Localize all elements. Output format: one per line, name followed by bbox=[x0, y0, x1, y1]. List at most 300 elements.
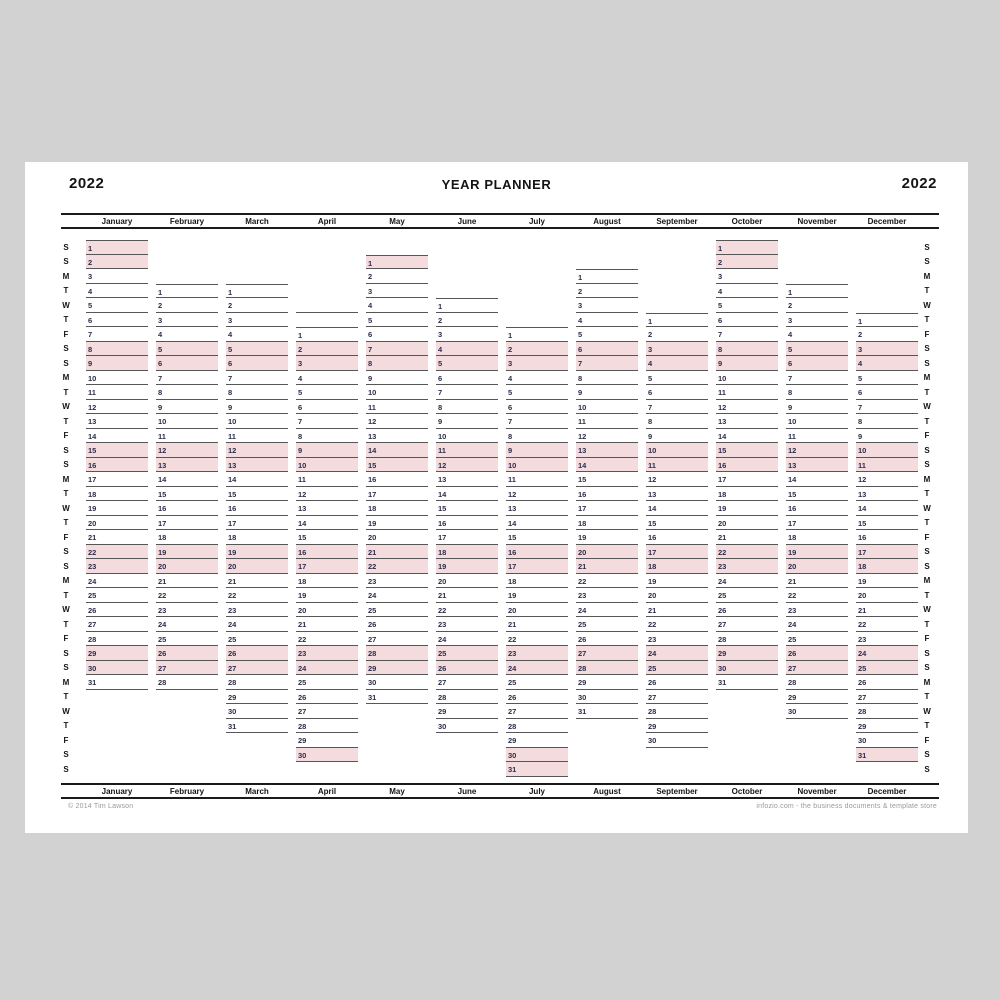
month-header-band-top bbox=[61, 213, 939, 229]
day-cell: 12 bbox=[436, 458, 498, 473]
day-cell: 25 bbox=[226, 632, 288, 647]
day-cell: 15 bbox=[226, 487, 288, 502]
day-cell: 27 bbox=[646, 690, 708, 705]
day-cell: 8 bbox=[786, 385, 848, 400]
day-cell: 16 bbox=[716, 458, 778, 473]
day-cell: 31 bbox=[506, 762, 568, 777]
day-cell: 13 bbox=[436, 472, 498, 487]
day-cell: 19 bbox=[226, 545, 288, 560]
day-letter-left: T bbox=[63, 590, 69, 600]
day-letter-left: T bbox=[63, 489, 69, 498]
day-cell: 4 bbox=[436, 342, 498, 357]
day-cell: 13 bbox=[156, 458, 218, 473]
day-cell: 8 bbox=[506, 429, 568, 444]
month-header: March bbox=[245, 217, 269, 226]
day-cell: 5 bbox=[436, 356, 498, 371]
day-cell: 15 bbox=[576, 472, 638, 487]
day-cell: 18 bbox=[156, 530, 218, 545]
day-cell: 30 bbox=[86, 661, 148, 676]
day-cell: 1 bbox=[506, 327, 568, 342]
day-cell: 5 bbox=[156, 342, 218, 357]
day-letter-left: T bbox=[63, 721, 69, 730]
month-header: June bbox=[457, 787, 477, 796]
day-cell: 16 bbox=[226, 501, 288, 516]
day-letter-right: F bbox=[924, 735, 930, 745]
day-cell: 25 bbox=[716, 588, 778, 603]
day-cell: 3 bbox=[576, 298, 638, 313]
day-cell: 17 bbox=[366, 487, 428, 502]
day-cell: 11 bbox=[786, 429, 848, 444]
day-cell: 27 bbox=[506, 704, 568, 719]
day-cell: 13 bbox=[226, 458, 288, 473]
day-cell: 14 bbox=[156, 472, 218, 487]
day-cell: 27 bbox=[856, 690, 918, 705]
day-cell: 5 bbox=[646, 371, 708, 386]
year-label-right: 2022 bbox=[901, 175, 937, 192]
day-cell: 18 bbox=[716, 487, 778, 502]
day-letter-left: T bbox=[63, 416, 69, 426]
day-cell: 29 bbox=[576, 675, 638, 690]
day-cell: 12 bbox=[86, 400, 148, 415]
day-cell: 6 bbox=[156, 356, 218, 371]
day-cell: 28 bbox=[856, 704, 918, 719]
day-cell: 27 bbox=[296, 704, 358, 719]
day-cell: 13 bbox=[506, 501, 568, 516]
day-cell: 4 bbox=[226, 327, 288, 342]
day-cell: 10 bbox=[366, 385, 428, 400]
day-cell: 2 bbox=[506, 342, 568, 357]
day-letter-left: T bbox=[63, 387, 69, 397]
day-cell: 18 bbox=[856, 559, 918, 574]
day-letter-right: T bbox=[924, 518, 930, 527]
day-cell: 25 bbox=[646, 661, 708, 676]
day-cell: 22 bbox=[646, 617, 708, 632]
day-cell: 24 bbox=[296, 661, 358, 676]
day-cell: 12 bbox=[506, 487, 568, 502]
month-header: May bbox=[389, 787, 405, 796]
day-cell: 6 bbox=[856, 385, 918, 400]
day-cell: 27 bbox=[226, 661, 288, 676]
day-cell: 20 bbox=[506, 603, 568, 618]
day-letter-right: S bbox=[924, 242, 930, 252]
day-cell: 6 bbox=[576, 342, 638, 357]
day-cell: 5 bbox=[506, 385, 568, 400]
day-cell: 20 bbox=[436, 574, 498, 589]
day-cell: 29 bbox=[436, 704, 498, 719]
day-cell: 8 bbox=[226, 385, 288, 400]
day-cell: 31 bbox=[86, 675, 148, 690]
day-cell: 6 bbox=[226, 356, 288, 371]
day-cell: 11 bbox=[226, 429, 288, 444]
day-cell: 13 bbox=[86, 414, 148, 429]
day-cell: 30 bbox=[436, 719, 498, 734]
month-header: April bbox=[317, 787, 337, 796]
day-cell: 22 bbox=[156, 588, 218, 603]
day-cell: 21 bbox=[86, 530, 148, 545]
day-cell: 12 bbox=[856, 472, 918, 487]
day-cell: 22 bbox=[576, 574, 638, 589]
day-cell: 9 bbox=[716, 356, 778, 371]
day-cell: 9 bbox=[366, 371, 428, 386]
day-letter-right: T bbox=[924, 286, 930, 295]
day-cell: 5 bbox=[576, 327, 638, 342]
day-cell: 27 bbox=[366, 632, 428, 647]
day-cell: 27 bbox=[786, 661, 848, 676]
day-cell: 8 bbox=[646, 414, 708, 429]
day-cell: 3 bbox=[156, 313, 218, 328]
day-cell: 17 bbox=[86, 472, 148, 487]
day-cell: 19 bbox=[156, 545, 218, 560]
day-letter-left: S bbox=[63, 547, 69, 556]
day-cell: 1 bbox=[716, 240, 778, 255]
day-letter-left: T bbox=[63, 619, 69, 629]
day-cell: 24 bbox=[366, 588, 428, 603]
day-cell: 6 bbox=[296, 400, 358, 415]
day-cell: 18 bbox=[646, 559, 708, 574]
day-letter-left: S bbox=[63, 648, 69, 658]
day-letter-left: F bbox=[63, 532, 69, 542]
day-letter-right: S bbox=[924, 257, 930, 266]
day-cell: 23 bbox=[226, 603, 288, 618]
day-cell: 2 bbox=[576, 284, 638, 299]
day-cell: 25 bbox=[156, 632, 218, 647]
day-cell: 31 bbox=[226, 719, 288, 734]
day-cell: 28 bbox=[366, 646, 428, 661]
day-letter-right: T bbox=[924, 721, 930, 730]
day-cell: 14 bbox=[506, 516, 568, 531]
day-cell: 21 bbox=[226, 574, 288, 589]
day-cell: 25 bbox=[856, 661, 918, 676]
day-cell: 3 bbox=[506, 356, 568, 371]
day-cell: 7 bbox=[156, 371, 218, 386]
day-cell: 9 bbox=[646, 429, 708, 444]
day-cell: 9 bbox=[226, 400, 288, 415]
day-cell: 29 bbox=[856, 719, 918, 734]
day-cell: 30 bbox=[506, 748, 568, 763]
day-cell: 10 bbox=[226, 414, 288, 429]
day-letter-right: S bbox=[924, 663, 930, 672]
day-letter-left: F bbox=[63, 329, 69, 339]
month-header: May bbox=[389, 217, 405, 226]
day-cell: 8 bbox=[856, 414, 918, 429]
day-cell: 20 bbox=[576, 545, 638, 560]
day-cell: 24 bbox=[786, 617, 848, 632]
day-cell: 2 bbox=[786, 298, 848, 313]
day-letter-left: M bbox=[62, 373, 70, 382]
day-cell: 11 bbox=[646, 458, 708, 473]
day-cell: 28 bbox=[786, 675, 848, 690]
day-cell: 14 bbox=[86, 429, 148, 444]
day-cell: 29 bbox=[506, 733, 568, 748]
day-cell: 13 bbox=[646, 487, 708, 502]
month-header: March bbox=[245, 787, 269, 796]
day-cell: 10 bbox=[296, 458, 358, 473]
day-letter-left: M bbox=[62, 677, 70, 687]
day-cell: 12 bbox=[786, 443, 848, 458]
day-cell: 21 bbox=[366, 545, 428, 560]
day-cell: 24 bbox=[436, 632, 498, 647]
day-letter-right: T bbox=[924, 387, 930, 397]
day-cell: 4 bbox=[366, 298, 428, 313]
month-header: October bbox=[731, 787, 763, 796]
day-cell: 14 bbox=[716, 429, 778, 444]
day-letter-left: M bbox=[62, 474, 70, 484]
day-cell: 2 bbox=[86, 255, 148, 270]
day-cell: 9 bbox=[856, 429, 918, 444]
day-cell: 8 bbox=[716, 342, 778, 357]
day-cell: 28 bbox=[86, 632, 148, 647]
day-cell: 29 bbox=[716, 646, 778, 661]
year-label-left: 2022 bbox=[69, 175, 105, 192]
day-cell: 22 bbox=[366, 559, 428, 574]
day-cell: 5 bbox=[716, 298, 778, 313]
day-cell: 10 bbox=[86, 371, 148, 386]
day-cell: 8 bbox=[576, 371, 638, 386]
day-cell: 15 bbox=[856, 516, 918, 531]
day-cell: 6 bbox=[716, 313, 778, 328]
day-cell: 21 bbox=[646, 603, 708, 618]
day-cell: 18 bbox=[226, 530, 288, 545]
day-cell: 2 bbox=[436, 313, 498, 328]
day-cell: 1 bbox=[436, 298, 498, 313]
page-title: YEAR PLANNER bbox=[441, 177, 552, 192]
day-cell: 14 bbox=[226, 472, 288, 487]
day-cell: 30 bbox=[716, 661, 778, 676]
day-cell: 23 bbox=[366, 574, 428, 589]
day-cell: 4 bbox=[156, 327, 218, 342]
day-cell: 3 bbox=[226, 313, 288, 328]
day-cell: 15 bbox=[646, 516, 708, 531]
day-cell: 24 bbox=[86, 574, 148, 589]
day-cell: 15 bbox=[86, 443, 148, 458]
day-cell: 23 bbox=[436, 617, 498, 632]
day-letter-left: W bbox=[62, 300, 70, 310]
day-letter-right: M bbox=[923, 576, 931, 585]
day-cell: 15 bbox=[366, 458, 428, 473]
day-cell: 27 bbox=[436, 675, 498, 690]
day-cell: 16 bbox=[156, 501, 218, 516]
day-cell: 9 bbox=[86, 356, 148, 371]
day-cell: 13 bbox=[786, 458, 848, 473]
day-cell: 26 bbox=[856, 675, 918, 690]
day-cell: 30 bbox=[786, 704, 848, 719]
day-letter-right: S bbox=[924, 445, 930, 455]
copyright-text: © 2014 Tim Lawson bbox=[68, 803, 134, 810]
day-letter-left: S bbox=[63, 764, 69, 774]
month-header: December bbox=[867, 787, 907, 796]
day-cell: 3 bbox=[436, 327, 498, 342]
day-cell: 6 bbox=[786, 356, 848, 371]
day-cell: 18 bbox=[296, 574, 358, 589]
day-cell: 5 bbox=[296, 385, 358, 400]
day-cell: 7 bbox=[576, 356, 638, 371]
day-cell: 12 bbox=[296, 487, 358, 502]
day-letter-left: T bbox=[63, 518, 69, 527]
day-cell: 17 bbox=[716, 472, 778, 487]
day-cell: 21 bbox=[856, 603, 918, 618]
day-cell: 22 bbox=[786, 588, 848, 603]
day-cell: 6 bbox=[436, 371, 498, 386]
day-cell: 19 bbox=[436, 559, 498, 574]
day-cell: 11 bbox=[716, 385, 778, 400]
day-cell: 25 bbox=[86, 588, 148, 603]
month-header: February bbox=[169, 787, 205, 796]
day-cell: 13 bbox=[366, 429, 428, 444]
day-cell: 4 bbox=[86, 284, 148, 299]
day-letter-left: S bbox=[63, 460, 69, 469]
day-cell: 27 bbox=[86, 617, 148, 632]
day-cell: 7 bbox=[296, 414, 358, 429]
month-header: September bbox=[656, 787, 698, 796]
day-cell: 3 bbox=[786, 313, 848, 328]
day-cell: 14 bbox=[786, 472, 848, 487]
day-cell: 25 bbox=[576, 617, 638, 632]
day-letter-left: S bbox=[63, 358, 69, 368]
day-cell: 24 bbox=[506, 661, 568, 676]
day-letter-right: T bbox=[924, 590, 930, 600]
day-cell: 3 bbox=[296, 356, 358, 371]
day-cell: 26 bbox=[786, 646, 848, 661]
day-letter-left: S bbox=[63, 257, 69, 266]
day-cell: 11 bbox=[506, 472, 568, 487]
day-cell: 23 bbox=[576, 588, 638, 603]
day-cell: 20 bbox=[86, 516, 148, 531]
day-cell: 25 bbox=[786, 632, 848, 647]
day-cell: 31 bbox=[856, 748, 918, 763]
day-cell: 17 bbox=[576, 501, 638, 516]
day-letter-right: F bbox=[924, 329, 930, 339]
day-cell: 7 bbox=[646, 400, 708, 415]
day-letter-left: W bbox=[62, 706, 70, 716]
day-cell: 1 bbox=[296, 327, 358, 342]
day-letter-right: W bbox=[923, 706, 931, 716]
day-cell: 14 bbox=[856, 501, 918, 516]
day-cell: 12 bbox=[156, 443, 218, 458]
day-cell: 16 bbox=[296, 545, 358, 560]
day-cell: 20 bbox=[156, 559, 218, 574]
day-cell: 12 bbox=[716, 400, 778, 415]
day-letter-right: S bbox=[924, 561, 930, 571]
day-cell: 26 bbox=[646, 675, 708, 690]
day-cell: 20 bbox=[786, 559, 848, 574]
day-cell: 20 bbox=[366, 530, 428, 545]
day-cell: 28 bbox=[436, 690, 498, 705]
day-cell: 30 bbox=[576, 690, 638, 705]
day-cell: 24 bbox=[576, 603, 638, 618]
day-cell: 11 bbox=[366, 400, 428, 415]
day-cell: 19 bbox=[506, 588, 568, 603]
day-cell: 21 bbox=[156, 574, 218, 589]
day-cell: 17 bbox=[646, 545, 708, 560]
day-cell: 25 bbox=[366, 603, 428, 618]
day-cell: 7 bbox=[716, 327, 778, 342]
day-cell: 3 bbox=[856, 342, 918, 357]
day-cell: 23 bbox=[296, 646, 358, 661]
day-cell: 22 bbox=[856, 617, 918, 632]
day-cell: 11 bbox=[296, 472, 358, 487]
day-cell: 22 bbox=[436, 603, 498, 618]
day-letter-left: M bbox=[62, 271, 70, 281]
day-cell: 7 bbox=[856, 400, 918, 415]
day-cell: 22 bbox=[716, 545, 778, 560]
day-cell: 2 bbox=[646, 327, 708, 342]
day-cell: 2 bbox=[156, 298, 218, 313]
month-header: April bbox=[317, 217, 337, 226]
day-letter-right: T bbox=[924, 692, 930, 701]
day-cell: 4 bbox=[716, 284, 778, 299]
day-cell: 17 bbox=[786, 516, 848, 531]
day-cell: 5 bbox=[856, 371, 918, 386]
day-cell: 18 bbox=[366, 501, 428, 516]
day-letter-left: W bbox=[62, 503, 70, 513]
day-cell: 10 bbox=[576, 400, 638, 415]
day-cell: 5 bbox=[366, 313, 428, 328]
day-cell: 16 bbox=[856, 530, 918, 545]
day-cell: 20 bbox=[296, 603, 358, 618]
day-cell: 22 bbox=[296, 632, 358, 647]
day-cell: 13 bbox=[856, 487, 918, 502]
month-header: February bbox=[169, 217, 205, 226]
day-cell: 28 bbox=[156, 675, 218, 690]
day-cell: 9 bbox=[576, 385, 638, 400]
day-cell: 15 bbox=[716, 443, 778, 458]
day-cell: 5 bbox=[86, 298, 148, 313]
day-cell: 30 bbox=[856, 733, 918, 748]
day-cell: 13 bbox=[296, 501, 358, 516]
day-cell: 20 bbox=[856, 588, 918, 603]
day-letter-right: T bbox=[924, 489, 930, 498]
day-cell: 1 bbox=[856, 313, 918, 328]
day-letter-right: M bbox=[923, 474, 931, 484]
day-cell: 13 bbox=[716, 414, 778, 429]
day-cell: 26 bbox=[506, 690, 568, 705]
day-cell: 4 bbox=[646, 356, 708, 371]
day-cell: 22 bbox=[226, 588, 288, 603]
day-cell: 17 bbox=[436, 530, 498, 545]
day-letter-left: T bbox=[63, 315, 69, 324]
day-cell: 1 bbox=[576, 269, 638, 284]
day-cell: 4 bbox=[576, 313, 638, 328]
day-cell: 9 bbox=[786, 400, 848, 415]
day-cell: 16 bbox=[786, 501, 848, 516]
day-cell: 11 bbox=[856, 458, 918, 473]
day-cell: 30 bbox=[646, 733, 708, 748]
day-cell: 23 bbox=[716, 559, 778, 574]
day-letter-right: W bbox=[923, 605, 931, 614]
day-cell: 28 bbox=[226, 675, 288, 690]
day-letter-left: W bbox=[62, 605, 70, 614]
day-cell: 7 bbox=[226, 371, 288, 386]
day-letter-right: M bbox=[923, 271, 931, 281]
day-letter-left: F bbox=[63, 431, 69, 440]
day-cell: 30 bbox=[226, 704, 288, 719]
day-cell: 3 bbox=[716, 269, 778, 284]
day-cell: 20 bbox=[646, 588, 708, 603]
day-cell: 5 bbox=[226, 342, 288, 357]
day-cell: 16 bbox=[86, 458, 148, 473]
month-header: December bbox=[867, 217, 907, 226]
day-cell: 11 bbox=[156, 429, 218, 444]
day-cell: 24 bbox=[856, 646, 918, 661]
day-cell: 2 bbox=[226, 298, 288, 313]
day-letter-right: F bbox=[924, 532, 930, 542]
day-cell: 28 bbox=[506, 719, 568, 734]
day-cell: 2 bbox=[716, 255, 778, 270]
day-letter-right: S bbox=[924, 648, 930, 658]
day-letter-left: F bbox=[63, 634, 69, 643]
day-cell: 6 bbox=[506, 400, 568, 415]
publisher-text: infozio.com - the business documents & template store bbox=[756, 803, 937, 810]
